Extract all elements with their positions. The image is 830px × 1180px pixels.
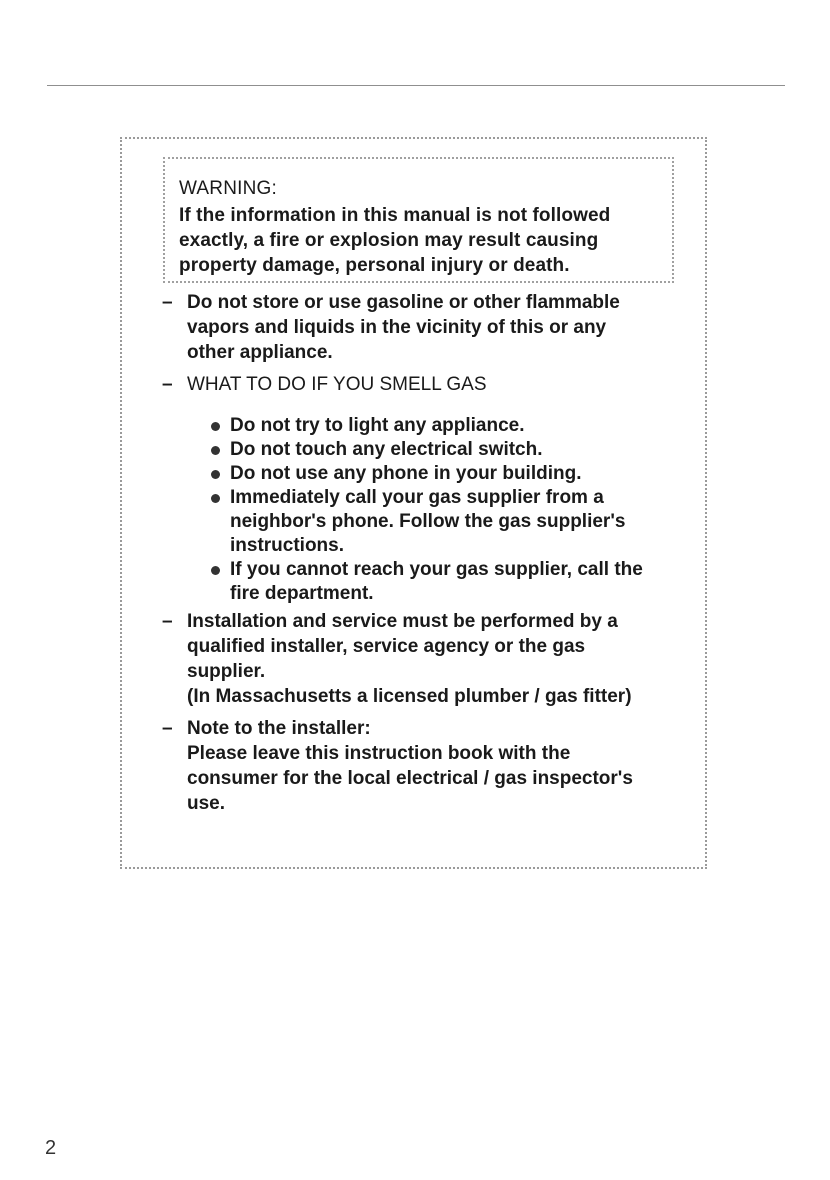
warning-line: property damage, personal injury or death. bbox=[179, 255, 570, 276]
bullet-item bbox=[209, 462, 690, 486]
bullet-dot-icon bbox=[211, 566, 220, 575]
item-text-line: qualified installer, service agency or the gas bbox=[187, 636, 586, 657]
item-text-line: supplier. bbox=[187, 661, 266, 682]
dash-marker: – bbox=[162, 718, 173, 739]
instruction-item-installation bbox=[160, 609, 690, 709]
bullet-dot-icon bbox=[211, 446, 220, 455]
bullet-dot-icon bbox=[211, 470, 220, 479]
item-text-line: Do not store or use gasoline or other flammable bbox=[187, 292, 620, 313]
bullet-dot-icon bbox=[211, 422, 220, 431]
item-text-line: Please leave this instruction book with the bbox=[187, 743, 571, 764]
bullet-text-line: If you cannot reach your gas supplier, call the bbox=[230, 559, 643, 580]
bullet-item bbox=[209, 414, 690, 438]
warning-title: WARNING: bbox=[179, 178, 278, 199]
dash-marker: – bbox=[162, 611, 173, 632]
instruction-item-smell-gas bbox=[160, 372, 690, 606]
warning-line: exactly, a fire or explosion may result causing bbox=[179, 230, 599, 251]
safety-instructions-list bbox=[160, 290, 690, 816]
smell-gas-bullets bbox=[187, 414, 690, 606]
instruction-item-flammables bbox=[160, 290, 690, 365]
bullet-text-line: Immediately call your gas supplier from a bbox=[230, 487, 604, 508]
dash-marker: – bbox=[162, 374, 173, 395]
bullet-text-line: Do not touch any electrical switch. bbox=[230, 439, 543, 460]
bullet-text-line: instructions. bbox=[230, 535, 345, 556]
bullet-text-line: neighbor's phone. Follow the gas supplier's bbox=[230, 511, 626, 532]
bullet-text-line: Do not use any phone in your building. bbox=[230, 463, 582, 484]
page-number: 2 bbox=[45, 1137, 57, 1159]
smell-gas-heading: WHAT TO DO IF YOU SMELL GAS bbox=[187, 374, 487, 395]
item-text-line: (In Massachusetts a licensed plumber / gas fitter) bbox=[187, 686, 632, 707]
item-text-line: Note to the installer: bbox=[187, 718, 371, 739]
bullet-dot-icon bbox=[211, 494, 220, 503]
bullet-text-line: fire department. bbox=[230, 583, 374, 604]
item-text-line: Installation and service must be performed by a bbox=[187, 611, 618, 632]
item-text-line: use. bbox=[187, 793, 226, 814]
dash-marker: – bbox=[162, 292, 173, 313]
warning-line: If the information in this manual is not followed bbox=[179, 205, 611, 226]
item-text-line: vapors and liquids in the vicinity of this or any bbox=[187, 317, 607, 338]
bullet-item bbox=[209, 438, 690, 462]
instruction-item-installer-note bbox=[160, 716, 690, 816]
header-rule bbox=[47, 85, 785, 86]
bullet-item bbox=[209, 486, 690, 558]
warning-box bbox=[163, 157, 674, 283]
bullet-item bbox=[209, 558, 690, 606]
item-text-line: consumer for the local electrical / gas inspector's bbox=[187, 768, 633, 789]
bullet-text-line: Do not try to light any appliance. bbox=[230, 415, 525, 436]
item-text-line: other appliance. bbox=[187, 342, 333, 363]
